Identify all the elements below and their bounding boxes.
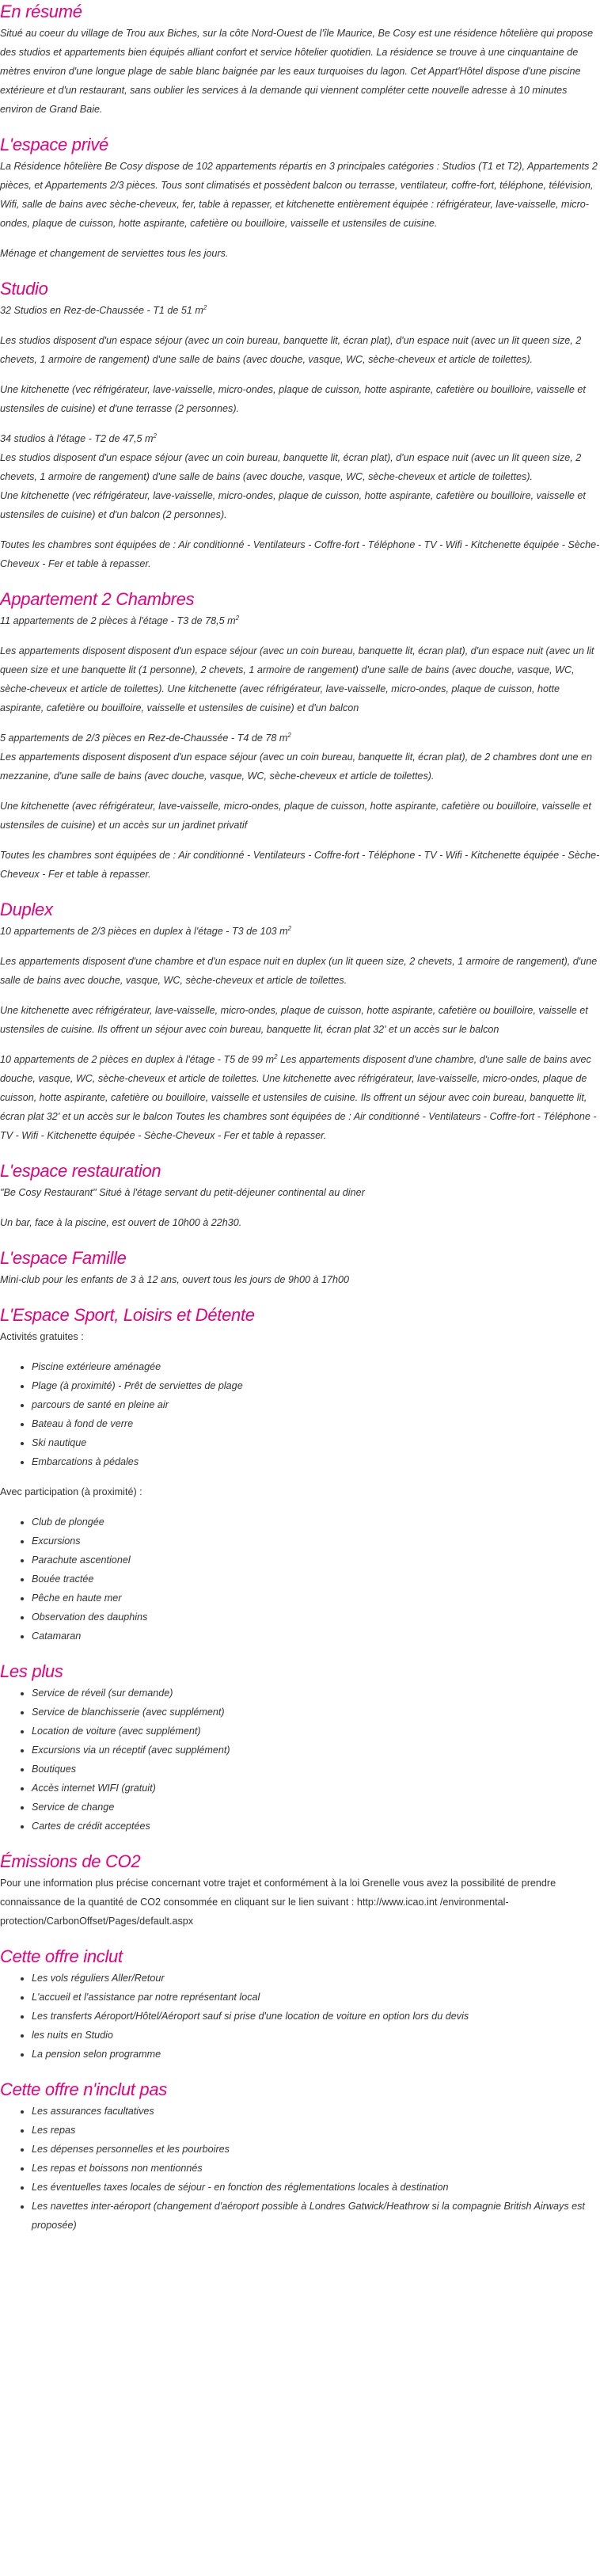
section-inclut (0, 1945, 600, 2064)
list-item: • Les navettes inter-aéroport (changement d'aéroport possible à Londres Gatwick/Heathrow si la compagnie British Airways est proposée) (32, 2197, 600, 2235)
list-item: • Cartes de crédit acceptées (32, 1817, 600, 1836)
list-item: • Observation des dauphins (32, 1608, 600, 1627)
appart-t3-description: Les appartements disposent disposent d'un espace séjour (avec un coin bureau, banquette lit, écran plat), d'un espace nuit (avec un lit queen size et une banquette lit (1 personne), 2 chevets, 1 armoire de rangement) d'une salle de bains (avec douche, vasque, WC, sèche-cheveux et article de toilettes). Une kitchenette (avec réfrigérateur, lave-vaisselle, micro-ondes, plaque de cuisson, hotte aspirante, cafetière ou bouilloire, vaisselle et ustensiles de cuisine) et d'un balcon (0, 645, 594, 713)
studio-rdc-description: Les studios disposent d'un espace séjour (avec un coin bureau, banquette lit, écran plat), d'un espace nuit (avec un lit queen size, 2 chevets, 1 armoire de rangement) d'une salle de bains (avec douche, vasque, WC, sèche-cheveux et article de toilettes). (0, 335, 582, 365)
list-item: • parcours de santé en pleine air (32, 1395, 600, 1414)
list-item: • Service de change (32, 1798, 600, 1817)
list-item: • Les éventuelles taxes locales de séjour - en fonction des réglementations locales à destination (32, 2178, 600, 2197)
section-ninclut (0, 2078, 600, 2235)
appart-t3-heading: 11 appartements de 2 pièces à l'étage - T3 de 78,5 $m^2$ (0, 614, 240, 626)
resume-paragraph: Situé au coeur du village de Trou aux Biches, sur la côte Nord-Ouest de l'île Maurice, Be Cosy est une résidence hôtelière qui propose des studios et appartements bien équipés alliant confort et service hôtelier quotidien. La résidence se trouve à une cinquantaine de mètres environ d'une longue plage de sable blanc baignée par les eaux turquoises du lagon. Cet Appart'Hôtel dispose d'une piscine extérieure et d'un restaurant, sans oublier les services à la demande qui viennent compléter cette nouvelle adresse à 10 minutes environ de Grand Baie. (0, 28, 594, 115)
list-item: • Plage (à proximité) - Prêt de serviettes de plage (32, 1376, 600, 1395)
prive-paragraph: La Résidence hôtelière Be Cosy dispose de 102 appartements répartis en 3 principales catégories : Studios (T1 et T2), Appartements 2 pièces, et Appartements 2/3 pièces. Tous sont climatisés et possèdent balcon ou terrasse, ventilateur, coffre-fort, téléphone, télévision, Wifi, salle de bains avec sèche-cheveux, fer, table à repasser, et kitchenette entièrement équipée : réfrigérateur, lave-vaisselle, micro-ondes, plaque de cuisson, hotte aspirante, cafetière ou bouilloire, vaisselle et ustensiles de cuisine. (0, 161, 598, 229)
section-title-duplex: Duplex (0, 900, 53, 919)
appart-t4-description: Les appartements disposent disposent d'un espace séjour (avec un coin bureau, banquette lit, écran plat), de 2 chambres dont une en mezzanine, d'une salle de bains (avec douche, vasque, WC, sèche-cheveux et article de toilettes). (0, 751, 593, 782)
list-item: • Pêche en haute mer (32, 1589, 600, 1608)
list-item: • Piscine extérieure aménagée (32, 1357, 600, 1376)
duplex-t3-heading: 10 appartements de 2/3 pièces en duplex à l'étage - T3 de 103 $m^2$ (0, 924, 292, 937)
list-item: • Boutiques (32, 1760, 600, 1779)
section-sport (0, 1303, 600, 1646)
list-item: • Embarcations à pédales (32, 1452, 600, 1471)
list-item: • Parachute ascentionel (32, 1551, 600, 1570)
list-item: • Accès internet WIFI (gratuit) (32, 1779, 600, 1798)
section-title-ninclut: Cette offre n'inclut pas (0, 2079, 168, 2099)
appart-t4-kitchenette: Une kitchenette (avec réfrigérateur, lave-vaisselle, micro-ondes, plaque de cuisson, hotte aspirante, cafetière ou bouilloire, vaisselle et ustensiles de cuisine) et un accès sur un jardinet privatif (0, 801, 591, 831)
section-title-plus: Les plus (0, 1661, 63, 1681)
list-item: • Les dépenses personnelles et les pourboires (32, 2140, 600, 2159)
free-activities-list (0, 1357, 600, 1471)
list-item: • Club de plongée (32, 1512, 600, 1532)
list-item: • Ski nautique (32, 1433, 600, 1452)
services-list (0, 1684, 600, 1836)
studio-etage-heading: 34 studios à l'étage - T2 de 47,5 $m^2$ (0, 432, 157, 444)
list-item: • Les repas et boissons non mentionnés (32, 2159, 600, 2178)
section-appartement (0, 588, 600, 884)
list-item: • Les transferts Aéroport/Hôtel/Aéroport sauf si prise d'une location de voiture en option lors du devis (32, 2007, 600, 2026)
duplex-t3-description: Les appartements disposent d'une chambre et d'un espace nuit en duplex (un lit queen size, 2 chevets, 1 armoire de rangement), d'une salle de bains avec douche, vasque, WC, sèche-cheveux et article de toilettes. (0, 956, 598, 986)
section-co2 (0, 1850, 600, 1931)
studio-equipment: Toutes les chambres sont équipées de : Air conditionné - Ventilateurs - Coffre-fort - Téléphone - TV - Wifi - Kitchenette équipée - Sèche-Cheveux - Fer et table à repasser. (0, 539, 600, 569)
list-item: • les nuits en Studio (32, 2026, 600, 2045)
duplex-t3-kitchenette: Une kitchenette avec réfrigérateur, lave-vaisselle, micro-ondes, plaque de cuisson, hotte aspirante, cafetière ou bouilloire, vaisselle et ustensiles de cuisine. Ils offrent un séjour avec coin bureau, banquette lit, écran plat 32' et un accès sur le balcon (0, 1005, 588, 1035)
section-restauration (0, 1159, 600, 1232)
list-item: • L'accueil et l'assistance par notre représentant local (32, 1988, 600, 2007)
studio-etage-description: Les studios disposent d'un espace séjour (avec un coin bureau, banquette lit, écran plat), d'un espace nuit (avec un lit queen size, 2 chevets, 1 armoire de rangement) d'une salle de bains (avec douche, vasque, WC, sèche-cheveux et article de toilettes). (0, 452, 582, 482)
list-item: • Les repas (32, 2121, 600, 2140)
studio-etage-kitchenette: Une kitchenette (vec réfrigérateur, lave-vaisselle, micro-ondes, plaque de cuisson, hotte aspirante, cafetière ou bouilloire, vaisselle et ustensiles de cuisine) et d'un balcon (2 personnes). (0, 490, 586, 520)
appart-t4-heading: 5 appartements de 2/3 pièces en Rez-de-Chaussée - T4 de 78 $m^2$ (0, 731, 291, 744)
section-famille (0, 1246, 600, 1289)
section-title-famille: L'espace Famille (0, 1248, 127, 1268)
list-item: • Bouée tractée (32, 1570, 600, 1589)
section-title-sport: L'Espace Sport, Loisirs et Détente (0, 1305, 255, 1325)
section-plus (0, 1660, 600, 1836)
list-item: • Location de voiture (avec supplément) (32, 1722, 600, 1741)
not-included-list (0, 2102, 600, 2235)
section-title-studio: Studio (0, 279, 48, 299)
section-studio (0, 277, 600, 573)
list-item: • Excursions via un réceptif (avec supplément) (32, 1741, 600, 1760)
list-item: • Catamaran (32, 1627, 600, 1646)
section-title-restauration: L'espace restauration (0, 1161, 161, 1181)
section-title-resume: En résumé (0, 2, 82, 21)
section-title-inclut: Cette offre inclut (0, 1946, 123, 1966)
bar-description: Un bar, face à la piscine, est ouvert de 10h00 à 22h30. (0, 1217, 242, 1228)
paid-activities-list (0, 1512, 600, 1646)
studio-rdc-heading: 32 Studios en Rez-de-Chaussée - T1 de 51 $m^2$ (0, 303, 207, 316)
section-title-appartement: Appartement 2 Chambres (0, 589, 195, 609)
list-item: • Bateau à fond de verre (32, 1414, 600, 1433)
list-item: • Service de réveil (sur demande) (32, 1684, 600, 1703)
list-item: • Excursions (32, 1532, 600, 1551)
list-item: • Service de blanchisserie (avec supplément) (32, 1703, 600, 1722)
section-duplex (0, 898, 600, 1145)
section-prive (0, 133, 600, 263)
paid-activities-label: Avec participation (à proximité) : (0, 1486, 142, 1497)
section-title-prive: L'espace privé (0, 135, 108, 154)
appart-equipment: Toutes les chambres sont équipées de : Air conditionné - Ventilateurs - Coffre-fort - Téléphone - TV - Wifi - Kitchenette équipée - Sèche-Cheveux - Fer et table à repasser. (0, 850, 600, 880)
list-item: • Les assurances facultatives (32, 2102, 600, 2121)
miniclub-description: Mini-club pour les enfants de 3 à 12 ans, ouvert tous les jours de 9h00 à 17h00 (0, 1274, 350, 1285)
studio-rdc-kitchenette: Une kitchenette (vec réfrigérateur, lave-vaisselle, micro-ondes, plaque de cuisson, hotte aspirante, cafetière ou bouilloire, vaisselle et ustensiles de cuisine) et d'une terrasse (2 personnes). (0, 384, 586, 414)
studio-etage-block (0, 429, 600, 524)
section-resume (0, 0, 600, 119)
included-list (0, 1969, 600, 2064)
restaurant-description: "Be Cosy Restaurant" Situé à l'étage servant du petit-déjeuner continental au diner (0, 1187, 365, 1198)
list-item: • Les vols réguliers Aller/Retour (32, 1969, 600, 1988)
duplex-t5-description: 10 appartements de 2 pièces en duplex à l'étage - T5 de 99 $m^2$ Les appartements disposent d'une chambre, d'une salle de bains avec douche, vasque, WC, sèche-cheveux et article de toilettes. Une kitchenette avec réfrigérateur, lave-vaisselle, micro-ondes, plaque de cuisson, hotte aspirante, cafetière ou bouilloire, vaisselle et ustensiles de cuisine. Ils offrent un séjour avec coin bureau, banquette lit, écran plat 32' et un accès sur le balcon Toutes les chambres sont équipées de : Air conditionné - Ventilateurs - Coffre-fort - Téléphone - TV - Wifi - Kitchenette équipée - Sèche-Cheveux - Fer et table à repasser. (0, 1052, 597, 1141)
free-activities-label: Activités gratuites : (0, 1331, 84, 1342)
co2-paragraph: Pour une information plus précise concernant votre trajet et conformément à la loi Grenelle vous avez la possibilité de prendre connaissance de la quantité de CO2 consommée en cliquant sur le lien suivant : http://www.icao.int /environmental-protection/CarbonOffset/Pages/default.aspx (0, 1878, 556, 1927)
appart-t4-block (0, 729, 600, 786)
prive-menage: Ménage et changement de serviettes tous les jours. (0, 248, 229, 259)
list-item: • La pension selon programme (32, 2045, 600, 2064)
section-title-co2: Émissions de CO2 (0, 1851, 141, 1871)
